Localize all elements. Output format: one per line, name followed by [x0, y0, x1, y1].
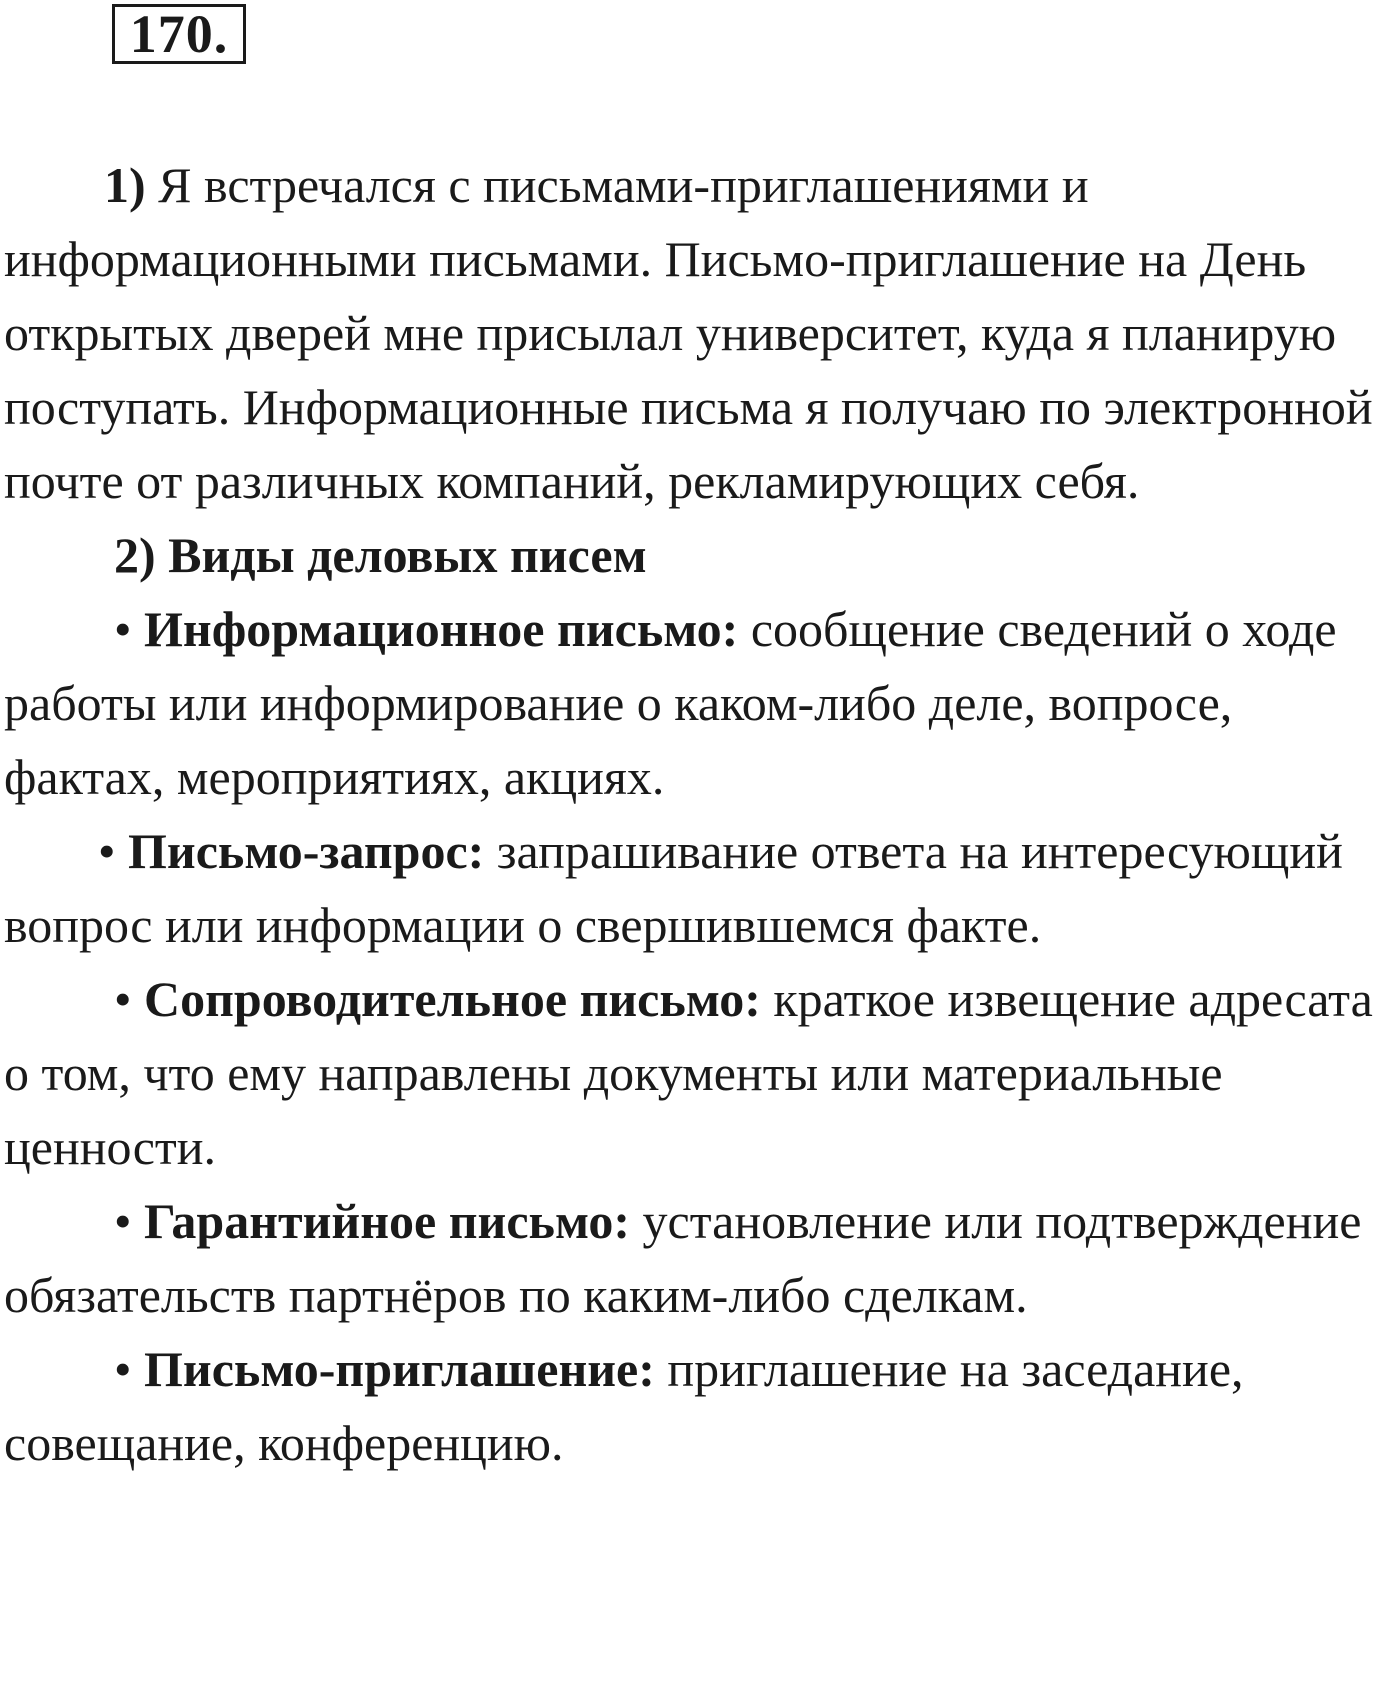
bullet: •: [114, 1193, 132, 1249]
list-item: [4, 1332, 1396, 1480]
list-item: [4, 814, 1396, 962]
bullet: •: [114, 601, 132, 657]
part1-text: Я встречался с письмами-приглашениями и информационными письмами. Письмо-приглашение на День открытых дверей мне присылал университет, куда я планирую поступать. Информационные письма я получаю по электронной почте от различных компаний, рекламирующих себя.: [4, 157, 1373, 509]
item-term: Письмо-приглашение:: [144, 1341, 655, 1397]
list-item: [4, 1184, 1396, 1332]
part1-label: 1): [104, 157, 146, 213]
item-term: Сопроводительное письмо:: [144, 971, 761, 1027]
item-text: краткое извещение адресата о том, что ему направлены документы или материальные ценности.: [4, 971, 1373, 1175]
task-number: 170.: [112, 4, 246, 64]
item-text: приглашение на заседание, совещание, конференцию.: [4, 1341, 1244, 1471]
item-text: установление или подтверждение обязательств партнёров по каким-либо сделкам.: [4, 1193, 1362, 1323]
item-term: Информационное письмо:: [144, 601, 739, 657]
list-item: [4, 962, 1396, 1184]
item-text: сообщение сведений о ходе работы или информирование о каком-либо деле, вопросе, фактах, мероприятиях, акциях.: [4, 601, 1337, 805]
item-term: Письмо-запрос:: [128, 823, 485, 879]
list-item: [4, 592, 1396, 814]
bullet: •: [98, 823, 116, 879]
part2-heading: 2) Виды деловых писем: [114, 527, 647, 583]
item-term: Гарантийное письмо:: [144, 1193, 631, 1249]
item-text: запрашивание ответа на интересующий вопрос или информации о свершившемся факте.: [4, 823, 1343, 953]
bullet: •: [114, 971, 132, 1027]
bullet: •: [114, 1341, 132, 1397]
answer-text: [4, 148, 1396, 1480]
part1-paragraph: [4, 148, 1396, 518]
